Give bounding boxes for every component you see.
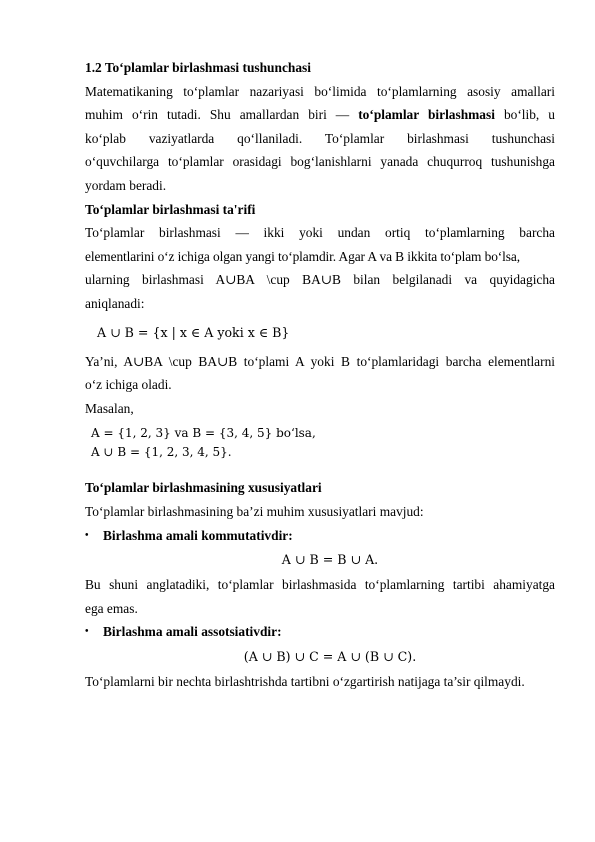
associative-formula: (A ∪ B) ∪ C = A ∪ (B ∪ C). (243, 648, 417, 664)
bullet-icon: • (85, 529, 89, 541)
example-union: A ∪ B = {1, 2, 3, 4, 5}. (91, 445, 232, 460)
commutative-paragraph: Bu shuni anglatadiki, to‘plamlar birlashmasida to‘plamlarning tartibi ahamiyatga ega emas. (85, 577, 555, 616)
definition-heading: To‘plamlar birlashmasi ta'rifi (85, 201, 256, 217)
properties-heading: To‘plamlar birlashmasining xususiyatlari (85, 480, 322, 496)
key-term: to‘plamlar birlashmasi (358, 107, 495, 123)
bullet-icon: • (85, 626, 89, 638)
example-block (85, 424, 555, 462)
section-heading: 1.2 To‘plamlar birlashmasi tushunchasi (85, 60, 311, 75)
properties-intro: To‘plamlar birlashmasining ba’zi muhim xususiyatlari mavjud: (85, 503, 424, 519)
document-page (85, 56, 555, 693)
meaning-paragraph: Ya’ni, A∪BA \cup BA∪B to‘plami A yoki B to‘plamlaridagi barcha elementlarni o‘z ichiga oladi. (85, 353, 555, 393)
intro-paragraph: Matematikaning to‘plamlar nazariyasi bo‘limida to‘plamlarning asosiy amallari muhim o‘rin tutadi. Shu amallardan biri — to‘plamlar birlashmasi bo‘lib, u ko‘plab vaziyatlarda qo‘llaniladi. To‘plamlar birlashmasi tushunchasi o‘quvchilarga to‘plamlar orasidagi bog‘lanishlarni yanada chuqurroq tushunishga yordam beradi. (85, 83, 555, 193)
example-label: Masalan, (85, 400, 134, 416)
commutative-formula: A ∪ B = B ∪ A. (281, 552, 379, 568)
definition-paragraph: To‘plamlar birlashmasi — ikki yoki undan ortiq to‘plamlarning barcha elementlarini o‘z ichiga olgan yangi to‘plamdir. Agar A va B ikkita to‘plam bo‘lsa, ularning birlashmasi A∪BA \cup BA∪B bilan belgilanadi va quyidagicha aniqlanadi: (85, 225, 555, 311)
property-commutative: • Birlashma amali kommutativdir: (85, 524, 555, 548)
property-associative: • Birlashma amali assotsiativdir: (85, 620, 555, 644)
associative-paragraph: To‘plamlarni bir nechta birlashtrishda tartibni o‘zgartirish natijaga ta’sir qilmaydi. (85, 673, 525, 689)
union-definition-formula: A ∪ B = {x | x ∈ A yoki x ∈ B} (97, 324, 290, 340)
example-sets: A = {1, 2, 3} va B = {3, 4, 5} bo‘lsa, (91, 426, 316, 441)
